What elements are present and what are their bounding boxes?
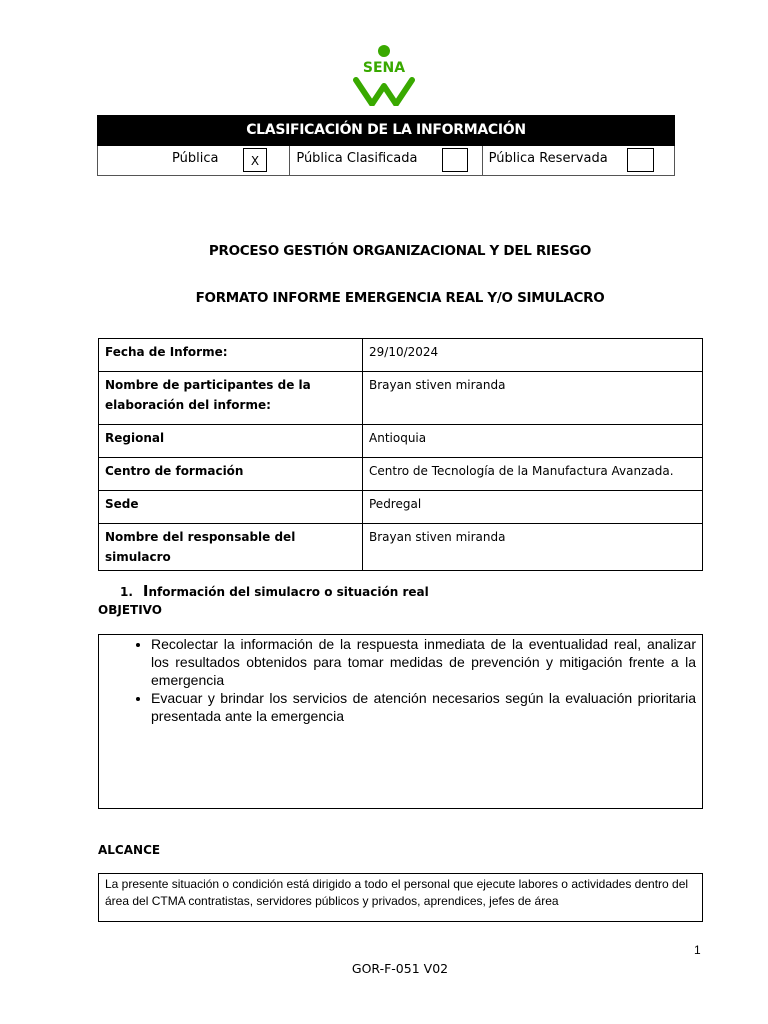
table-row: [99, 372, 703, 425]
table-row: [99, 524, 703, 571]
field-value: Antioquia: [363, 425, 703, 458]
field-value: Centro de Tecnología de la Manufactura Avanzada.: [363, 458, 703, 491]
option-checkbox-clasificada[interactable]: [442, 148, 468, 172]
objective-label: OBJETIVO: [98, 603, 162, 617]
option-checkbox-publica[interactable]: X: [243, 148, 267, 172]
field-value: Brayan stiven miranda: [363, 524, 703, 571]
section-number: 1.: [120, 585, 133, 599]
field-label: Centro de formación: [99, 458, 363, 491]
table-row: [99, 491, 703, 524]
option-publica: [98, 146, 290, 175]
field-label: Sede: [99, 491, 363, 524]
process-title: PROCESO GESTIÓN ORGANIZACIONAL Y DEL RIESGO: [208, 243, 592, 259]
classification-table: [97, 115, 675, 176]
classification-title: CLASIFICACIÓN DE LA INFORMACIÓN: [97, 115, 675, 146]
objective-list: [99, 635, 702, 725]
list-item: • Recolectar la información de la respuesta inmediata de la eventualidad real, analizar los resultados obtenidos para tomar medidas de prevención y mitigación frente a la emergencia: [151, 635, 696, 689]
field-label: Nombre del responsable del simulacro: [99, 524, 363, 571]
objective-box: [98, 634, 703, 809]
field-label: Nombre de participantes de la elaboración del informe:: [99, 372, 363, 425]
field-label: Fecha de Informe:: [99, 339, 363, 372]
classification-options: [97, 146, 675, 176]
option-label: Pública Reservada: [488, 151, 608, 166]
field-value: 29/10/2024: [363, 339, 703, 372]
table-row: [99, 339, 703, 372]
list-item: • Evacuar y brindar los servicios de atención necesarios según la evaluación prioritaria presentada ante la emergencia: [151, 689, 696, 725]
section-initial: I: [142, 582, 149, 600]
info-table: [98, 338, 703, 571]
field-label: Regional: [99, 425, 363, 458]
section-title-text: nformación del simulacro o situación real: [148, 585, 429, 599]
section-heading: [120, 582, 429, 600]
form-title: FORMATO INFORME EMERGENCIA REAL Y/O SIMULACRO: [195, 290, 605, 306]
option-label: Pública Clasificada: [296, 151, 418, 166]
sena-logo: [352, 44, 416, 106]
table-row: [99, 458, 703, 491]
scope-box: La presente situación o condición está dirigido a todo el personal que ejecute labores o actividades dentro del área del CTMA contratistas, servidores públicos y privados, aprendices, jefes de área: [98, 873, 703, 922]
scope-label: ALCANCE: [98, 843, 161, 857]
option-publica-reservada: [483, 146, 674, 175]
option-label: Pública: [172, 151, 219, 166]
field-value: Pedregal: [363, 491, 703, 524]
footer-code: GOR-F-051 V02: [351, 961, 449, 976]
option-checkbox-reservada[interactable]: [627, 148, 654, 172]
page-number: 1: [694, 943, 701, 957]
option-publica-clasificada: [290, 146, 482, 175]
field-value: Brayan stiven miranda: [363, 372, 703, 425]
logo-text: SENA: [362, 60, 406, 76]
table-row: [99, 425, 703, 458]
